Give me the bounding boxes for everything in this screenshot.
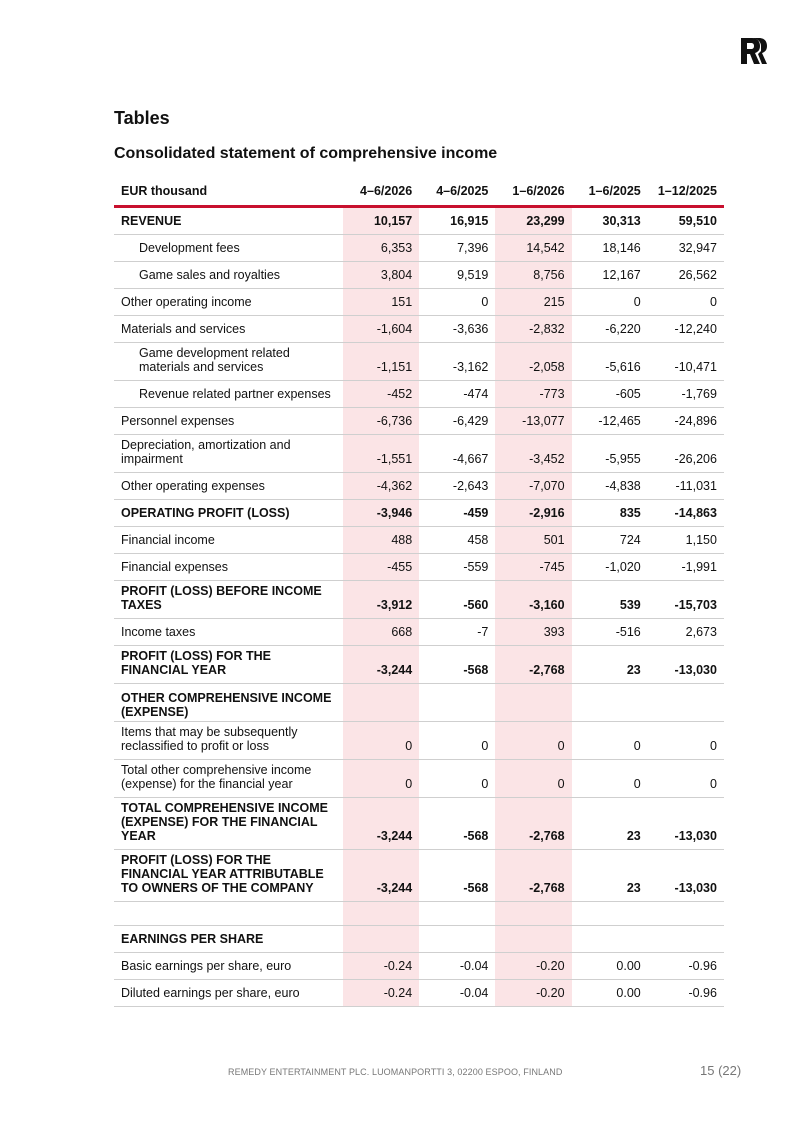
row-label: Development fees bbox=[139, 241, 240, 255]
row-value: -1,551 bbox=[343, 435, 419, 472]
row-value: 458 bbox=[467, 533, 489, 547]
row-value: -773 bbox=[495, 381, 571, 407]
row-value: 14,542 bbox=[495, 235, 571, 261]
row-value bbox=[419, 926, 495, 952]
row-value: 0 bbox=[343, 760, 419, 797]
table-row bbox=[114, 684, 724, 722]
row-label: Items that may be subsequently reclassified to profit or loss bbox=[121, 725, 298, 753]
row-value: -3,244 bbox=[343, 798, 419, 849]
row-value: -12,240 bbox=[674, 322, 717, 336]
row-label: Depreciation, amortization and impairment bbox=[121, 438, 291, 466]
row-label: Total other comprehensive income (expense) for the financial year bbox=[121, 763, 312, 791]
row-value: -6,429 bbox=[452, 414, 489, 428]
row-value: 0 bbox=[709, 739, 717, 753]
row-value bbox=[343, 902, 419, 925]
row-value: -13,030 bbox=[674, 829, 717, 843]
row-value: -3,162 bbox=[452, 360, 489, 374]
row-value: -1,769 bbox=[681, 387, 717, 401]
row-label: Financial expenses bbox=[121, 560, 229, 574]
row-value: 0 bbox=[495, 760, 571, 797]
row-value bbox=[343, 684, 419, 721]
row-label: REVENUE bbox=[121, 214, 182, 228]
row-value: 835 bbox=[619, 506, 641, 520]
row-value: -14,863 bbox=[674, 506, 717, 520]
row-label: PROFIT (LOSS) BEFORE INCOME TAXES bbox=[121, 584, 322, 612]
row-value: -568 bbox=[463, 881, 489, 895]
row-label: Game development related materials and services bbox=[139, 346, 290, 374]
row-value: -3,452 bbox=[495, 435, 571, 472]
table-row bbox=[114, 289, 724, 316]
row-value: -0.24 bbox=[343, 953, 419, 979]
row-value: -12,465 bbox=[598, 414, 641, 428]
row-value: 23 bbox=[626, 663, 641, 677]
row-value: 6,353 bbox=[343, 235, 419, 261]
table-row bbox=[114, 208, 724, 235]
row-value: -605 bbox=[615, 387, 641, 401]
row-value: 0 bbox=[633, 295, 641, 309]
row-label: Revenue related partner expenses bbox=[139, 387, 331, 401]
row-value: 0 bbox=[343, 722, 419, 759]
row-value: -7,070 bbox=[495, 473, 571, 499]
row-value: 30,313 bbox=[602, 214, 641, 228]
row-value bbox=[648, 902, 724, 925]
row-value bbox=[343, 926, 419, 952]
row-label: PROFIT (LOSS) FOR THE FINANCIAL YEAR ATTRIBUTABLE TO OWNERS OF THE COMPANY bbox=[121, 853, 324, 895]
row-label: Other operating income bbox=[121, 295, 252, 309]
row-value bbox=[572, 684, 648, 721]
table-row bbox=[114, 343, 724, 381]
row-value: -1,151 bbox=[343, 343, 419, 380]
row-value bbox=[648, 926, 724, 952]
row-value: -745 bbox=[495, 554, 571, 580]
table-row bbox=[114, 473, 724, 500]
row-value: 0 bbox=[709, 777, 717, 791]
row-value: 2,673 bbox=[685, 625, 717, 639]
table-header-row bbox=[114, 180, 724, 208]
row-value: -13,030 bbox=[674, 881, 717, 895]
row-value: -0.20 bbox=[495, 953, 571, 979]
row-value: -1,991 bbox=[681, 560, 717, 574]
row-value: 0 bbox=[481, 777, 489, 791]
row-label: Personnel expenses bbox=[121, 414, 235, 428]
column-header: 1–6/2025 bbox=[588, 184, 641, 198]
row-value: 393 bbox=[495, 619, 571, 645]
row-value: -3,244 bbox=[343, 646, 419, 683]
row-value: 0.00 bbox=[616, 959, 641, 973]
row-value: -3,160 bbox=[495, 581, 571, 618]
row-value: -4,667 bbox=[452, 452, 489, 466]
table-row bbox=[114, 760, 724, 798]
row-value: -15,703 bbox=[674, 598, 717, 612]
row-value: -2,768 bbox=[495, 646, 571, 683]
row-value bbox=[495, 902, 571, 925]
remedy-logo-icon bbox=[739, 36, 769, 66]
page-title: Tables bbox=[114, 108, 170, 128]
row-label: Basic earnings per share, euro bbox=[121, 959, 292, 973]
row-value: -474 bbox=[463, 387, 489, 401]
row-value: 0 bbox=[633, 777, 641, 791]
row-value bbox=[495, 684, 571, 721]
row-value: 1,150 bbox=[685, 533, 717, 547]
row-value: -13,030 bbox=[674, 663, 717, 677]
table-row bbox=[114, 262, 724, 289]
row-value: -2,768 bbox=[495, 850, 571, 901]
row-label bbox=[114, 902, 343, 925]
row-value: 151 bbox=[343, 289, 419, 315]
table-row bbox=[114, 316, 724, 343]
table-row bbox=[114, 581, 724, 619]
row-value: 9,519 bbox=[457, 268, 489, 282]
row-value: 488 bbox=[343, 527, 419, 553]
table-row bbox=[114, 527, 724, 554]
row-value: -3,636 bbox=[452, 322, 489, 336]
table-row bbox=[114, 408, 724, 435]
table-row bbox=[114, 850, 724, 902]
row-value: -4,838 bbox=[605, 479, 641, 493]
row-value: -559 bbox=[463, 560, 489, 574]
row-value: -5,616 bbox=[605, 360, 641, 374]
row-value: 0 bbox=[495, 722, 571, 759]
row-value: -1,020 bbox=[605, 560, 641, 574]
row-label: EARNINGS PER SHARE bbox=[121, 932, 264, 946]
row-value bbox=[648, 684, 724, 721]
row-value: -2,643 bbox=[452, 479, 489, 493]
row-value: -3,244 bbox=[343, 850, 419, 901]
row-label: TOTAL COMPREHENSIVE INCOME (EXPENSE) FOR THE FINANCIAL YEAR bbox=[121, 801, 328, 843]
row-value: -10,471 bbox=[674, 360, 717, 374]
row-value: -0.96 bbox=[688, 986, 717, 1000]
row-value: -0.04 bbox=[459, 986, 489, 1000]
row-value: 32,947 bbox=[678, 241, 717, 255]
column-header: 1–6/2026 bbox=[512, 184, 565, 198]
row-value: 59,510 bbox=[678, 214, 717, 228]
row-value: -2,058 bbox=[495, 343, 571, 380]
row-value: 23,299 bbox=[495, 208, 571, 234]
row-value: -1,604 bbox=[343, 316, 419, 342]
column-header: 4–6/2026 bbox=[360, 184, 413, 198]
table-row bbox=[114, 980, 724, 1007]
page-number: 15 (22) bbox=[700, 1063, 742, 1078]
row-value: -11,031 bbox=[675, 479, 717, 493]
row-value: 0.00 bbox=[616, 986, 641, 1000]
row-value: -568 bbox=[463, 829, 489, 843]
row-value: -7 bbox=[477, 625, 489, 639]
row-value: 26,562 bbox=[678, 268, 717, 282]
row-value: -0.96 bbox=[688, 959, 717, 973]
row-label: OPERATING PROFIT (LOSS) bbox=[121, 506, 290, 520]
table-row bbox=[114, 902, 724, 926]
row-value: 0 bbox=[481, 739, 489, 753]
row-value: -13,077 bbox=[495, 408, 571, 434]
row-label: PROFIT (LOSS) FOR THE FINANCIAL YEAR bbox=[121, 649, 271, 677]
row-value: 0 bbox=[633, 739, 641, 753]
row-label: Materials and services bbox=[121, 322, 246, 336]
row-value: -0.04 bbox=[459, 959, 489, 973]
table-row bbox=[114, 722, 724, 760]
row-label: Diluted earnings per share, euro bbox=[121, 986, 300, 1000]
row-value: -2,832 bbox=[495, 316, 571, 342]
table-row bbox=[114, 435, 724, 473]
row-value: -5,955 bbox=[605, 452, 641, 466]
row-value: 8,756 bbox=[495, 262, 571, 288]
row-value bbox=[419, 902, 495, 925]
row-value: -560 bbox=[463, 598, 489, 612]
row-value: -0.24 bbox=[343, 980, 419, 1006]
column-header: 4–6/2025 bbox=[436, 184, 489, 198]
table-row bbox=[114, 798, 724, 850]
table-row bbox=[114, 619, 724, 646]
table-row bbox=[114, 554, 724, 581]
row-value: 215 bbox=[495, 289, 571, 315]
row-value: 539 bbox=[619, 598, 641, 612]
footer-company: REMEDY ENTERTAINMENT PLC. LUOMANPORTTI 3, 02200 ESPOO, FINLAND bbox=[228, 1067, 563, 1077]
row-label: OTHER COMPREHENSIVE INCOME (EXPENSE) bbox=[121, 691, 332, 719]
table-row bbox=[114, 926, 724, 953]
table-row bbox=[114, 500, 724, 527]
row-value: -3,912 bbox=[343, 581, 419, 618]
row-value: 23 bbox=[626, 829, 641, 843]
row-value: 668 bbox=[343, 619, 419, 645]
row-value bbox=[572, 926, 648, 952]
row-value: 16,915 bbox=[450, 214, 489, 228]
row-label: Game sales and royalties bbox=[139, 268, 281, 282]
row-label: Income taxes bbox=[121, 625, 196, 639]
row-value: 0 bbox=[481, 295, 489, 309]
row-value bbox=[495, 926, 571, 952]
row-label: Financial income bbox=[121, 533, 215, 547]
table-row bbox=[114, 953, 724, 980]
income-statement-table bbox=[114, 180, 724, 1007]
row-value: 23 bbox=[626, 881, 641, 895]
table-title: Consolidated statement of comprehensive income bbox=[114, 145, 498, 162]
row-value: -3,946 bbox=[343, 500, 419, 526]
row-value: -455 bbox=[343, 554, 419, 580]
row-value: -2,916 bbox=[495, 500, 571, 526]
row-value: 7,396 bbox=[457, 241, 489, 255]
column-header: EUR thousand bbox=[121, 184, 208, 198]
row-value bbox=[419, 684, 495, 721]
row-value: 3,804 bbox=[343, 262, 419, 288]
row-value: 12,167 bbox=[602, 268, 641, 282]
row-value: 18,146 bbox=[602, 241, 641, 255]
table-row bbox=[114, 646, 724, 684]
row-value bbox=[572, 902, 648, 925]
row-label: Other operating expenses bbox=[121, 479, 265, 493]
row-value: -4,362 bbox=[343, 473, 419, 499]
row-value: -6,736 bbox=[343, 408, 419, 434]
row-value: -568 bbox=[463, 663, 489, 677]
row-value: 0 bbox=[709, 295, 717, 309]
row-value: 724 bbox=[619, 533, 641, 547]
column-header: 1–12/2025 bbox=[657, 184, 717, 198]
table-row bbox=[114, 235, 724, 262]
row-value: -26,206 bbox=[674, 452, 717, 466]
row-value: -459 bbox=[463, 506, 489, 520]
row-value: -452 bbox=[343, 381, 419, 407]
row-value: 501 bbox=[495, 527, 571, 553]
table-row bbox=[114, 381, 724, 408]
row-value: 10,157 bbox=[343, 208, 419, 234]
row-value: -2,768 bbox=[495, 798, 571, 849]
row-value: -0.20 bbox=[495, 980, 571, 1006]
row-value: -6,220 bbox=[605, 322, 641, 336]
row-value: -516 bbox=[615, 625, 641, 639]
row-value: -24,896 bbox=[674, 414, 717, 428]
